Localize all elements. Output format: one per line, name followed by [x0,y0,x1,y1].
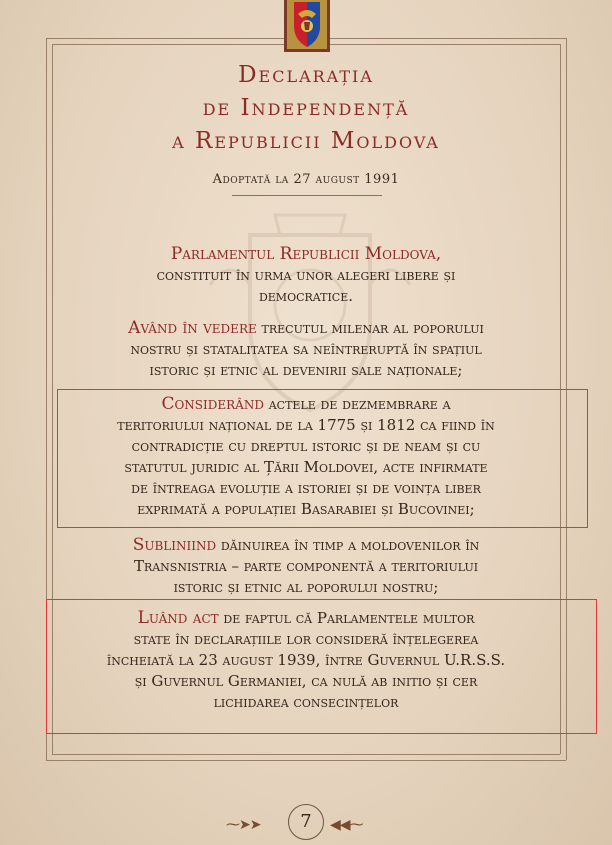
paragraph-parliament [60,244,552,307]
paragraph-lead: Subliniind [132,535,217,555]
title-line-2: de Independență [202,95,410,121]
paragraph-taking-note [60,608,552,713]
paragraph-line: constituit în urma unor alegeri libere și [156,266,456,284]
paragraph-line: Transnistria – parte componentă a teritoriului [133,557,479,575]
paragraph-line: state în declarațiile lor consideră înțelegerea [133,630,479,648]
adoption-date: Adoptată la 27 august 1991 [212,172,400,187]
paragraph-line: statutul juridic al Țării Moldovei, acte infirmate [124,458,488,476]
paragraph-lead: Parlamentul Republicii Moldova, [170,244,442,264]
paragraph-line: de întreaga evoluție a istoriei și de voința liber [131,479,481,497]
paragraph-lead: Luând act [137,608,219,628]
paragraph-line: dăinuirea în timp a moldovenilor în [216,536,480,554]
title-line-3: a Republicii Moldova [172,128,440,154]
paragraph-line: lichidarea consecințelor [213,693,399,711]
paragraph-emphasizing [60,535,552,598]
page-number: 7 [288,804,324,840]
paragraph-having-in-view [60,318,552,381]
subtitle-divider [232,195,382,196]
frame-bottom-inner [52,754,560,755]
arrow-ornament-icon: ⁓➤➤ [226,817,261,833]
paragraph-lead: Având în vedere [128,318,257,338]
paragraph-line: actele de dezmembrare a [263,395,451,413]
arrow-ornament-icon: ◀◀⁓ [330,817,363,833]
paragraph-considering [60,394,552,520]
paragraph-line: încheiată la 23 august 1939, între Guvernul U.R.S.S. [106,651,506,669]
paragraph-line: contradicție cu dreptul istoric și de neam și cu [131,437,481,455]
paragraph-line: de faptul că Parlamentele multor [218,609,475,627]
paragraph-line: nostru și statalitatea sa neîntreruptă în spațiul [130,340,482,358]
title-line-1: Declarația [238,62,374,88]
paragraph-line: democratice. [258,287,354,305]
frame-bottom-outer [46,760,566,761]
paragraph-line: istoric și etnic al poporului nostru; [173,578,439,596]
moldova-coat-of-arms-icon [284,0,330,52]
paragraph-line: exprimată a populației Basarabiei și Bucovinei; [137,500,475,518]
paragraph-line: trecutul milenar al poporului [256,319,484,337]
paragraph-line: istoric și etnic al devenirii sale naționale; [149,361,463,379]
paragraph-line: teritoriului național de la 1775 și 1812 ca fiind în [117,416,495,434]
paragraph-lead: Considerând [161,394,264,414]
paragraph-line: și Guvernul Germaniei, ca nulă ab initio și cer [134,672,478,690]
page-number-footer [220,800,392,844]
